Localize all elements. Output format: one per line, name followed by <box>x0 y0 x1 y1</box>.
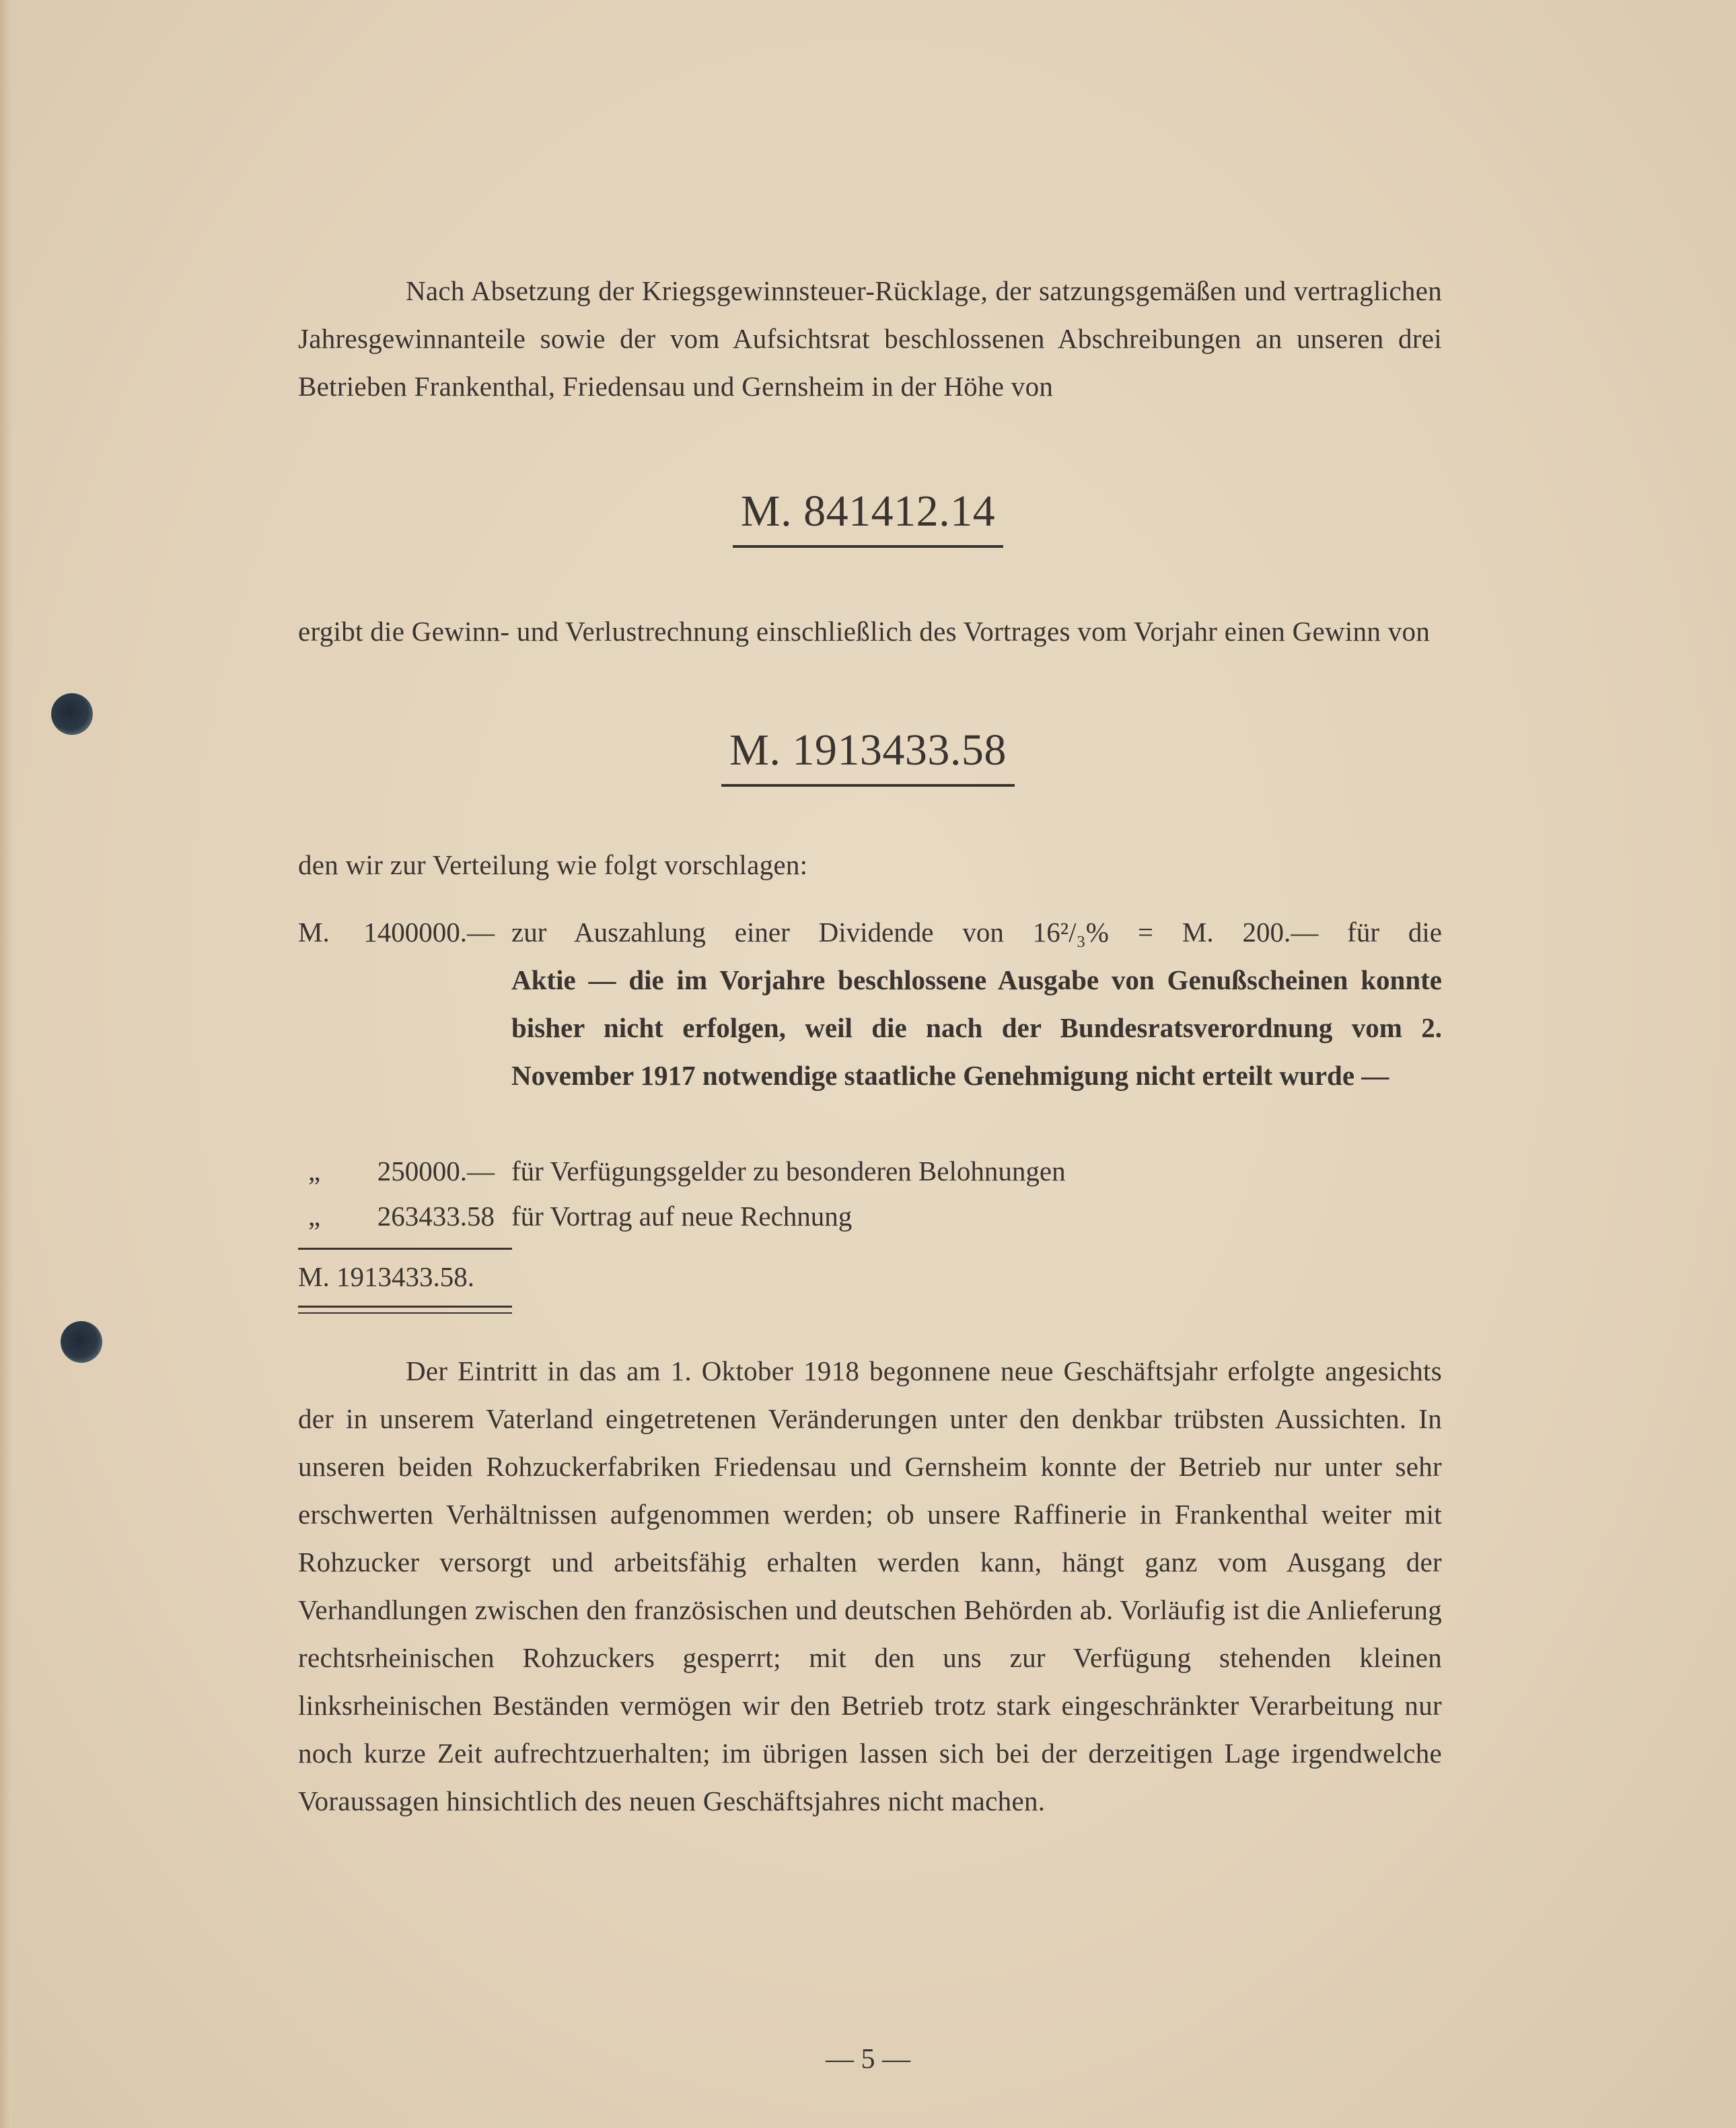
paragraph-profit: ergibt die Gewinn- und Verlustrechnung einschließlich des Vortrages vom Vorjahr einen Gewinn von <box>298 616 1431 647</box>
item-description-rewards: für Verfügungsgelder zu besonderen Belohnungen <box>511 1156 1066 1186</box>
amount-depreciation-value: M. 841412.14 <box>733 485 1003 548</box>
total-double-rule-bottom <box>298 1312 512 1314</box>
paragraph-intro: Nach Absetzung der Kriegsgewinnsteuer-Rücklage, der satzungsgemäßen und vertraglichen Jahresgewinnanteile sowie der vom Aufsichtsrat beschlossenen Abschreibungen an unseren drei Betrieben Frankenthal, Friedensau und Gernsheim in der Höhe von <box>298 275 1442 402</box>
item-description-dividend <box>511 909 1442 1100</box>
page-edge <box>0 0 12 2128</box>
distribution-total: M. 1913433.58. <box>298 1261 474 1292</box>
item-prefix: „ <box>308 1156 321 1186</box>
item-prefix: M. <box>298 917 330 948</box>
paragraph-distribution-intro: den wir zur Verteilung wie folgt vorschlagen: <box>298 849 808 880</box>
item-amount: 263433.58 <box>377 1201 495 1232</box>
paragraph-outlook: Der Eintritt in das am 1. Oktober 1918 begonnene neue Geschäftsjahr erfolgte angesichts der in unserem Vaterland eingetretenen Veränderungen unter den denkbar trübsten Aussichten. In unseren beiden Rohzuckerfabriken Friedensau und Gernsheim konnte der Betrieb nur unter sehr erschwerten Verhältnissen aufgenommen werden; ob unsere Raffinerie in Frankenthal weiter mit Rohzucker versorgt und arbeitsfähig erhalten werden kann, hängt ganz vom Ausgang der Verhandlungen zwischen den französischen und deutschen Behörden ab. Vorläufig ist die Anlieferung rechtsrheinischen Rohzuckers gesperrt; mit den uns zur Verfügung stehenden kleinen linksrheinischen Beständen vermögen wir den Betrieb trotz stark eingeschränkter Verarbeitung nur noch kurze Zeit aufrechtzuerhalten; im übrigen lassen sich bei der derzeitigen Lage irgendwelche Voraussagen hinsichtlich des neuen Geschäftsjahres nicht machen. <box>298 1355 1442 1816</box>
item-text-bold: Aktie — die im Vorjahre beschlossene Ausgabe von Genußscheinen konnte bisher nicht erfolgen, weil die nach der Bundesratsverordnung vom 2. November 1917 notwendige staatliche Genehmigung nicht erteilt wurde — <box>511 964 1442 1091</box>
item-text-plain: zur Auszahlung einer Dividende von 16²/₃% = M. 200.— für die <box>511 917 1442 948</box>
item-description-carryforward: für Vortrag auf neue Rechnung <box>511 1201 853 1232</box>
amount-profit <box>0 723 1736 787</box>
item-amount: 1400000.— <box>363 917 495 948</box>
item-amount: 250000.— <box>377 1156 495 1186</box>
total-double-rule-top <box>298 1306 512 1308</box>
punch-hole-bottom <box>61 1321 102 1363</box>
amount-depreciation <box>0 485 1736 548</box>
page-number: — 5 — <box>826 2044 910 2075</box>
sum-rule <box>298 1248 512 1250</box>
amount-profit-value: M. 1913433.58 <box>721 723 1015 787</box>
item-prefix: „ <box>308 1201 321 1232</box>
